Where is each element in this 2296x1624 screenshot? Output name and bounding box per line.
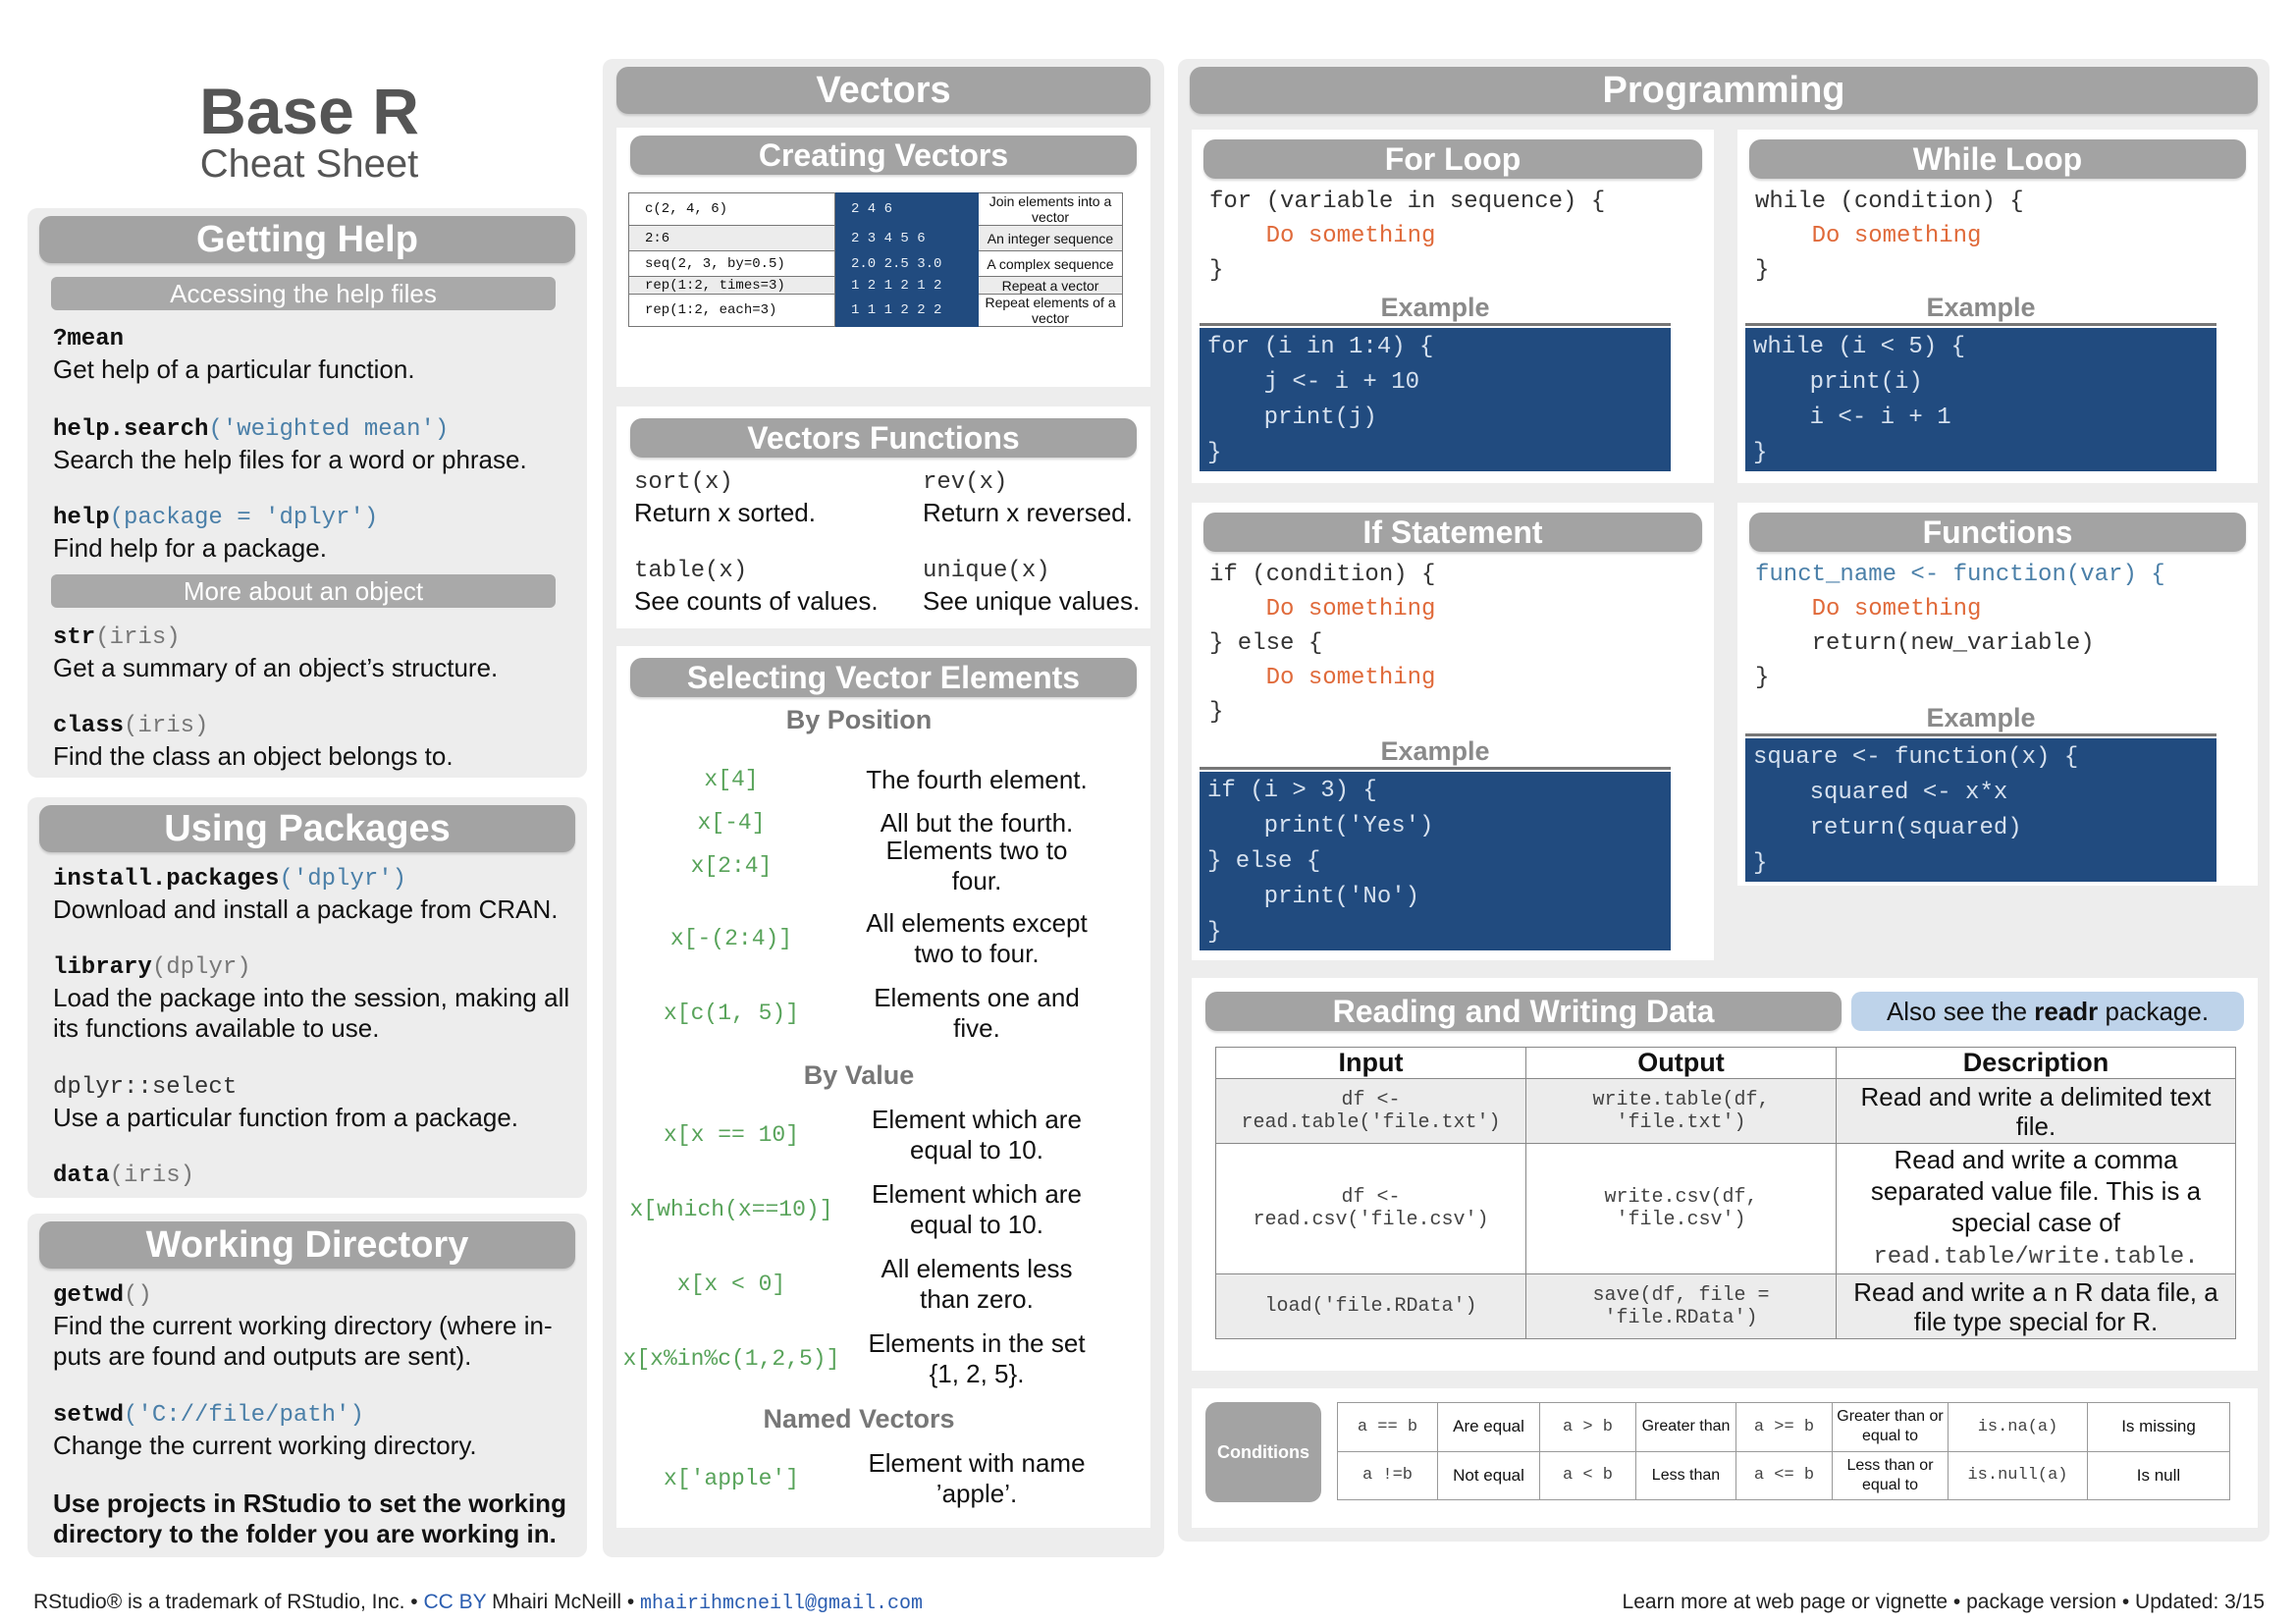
while-loop-example-code: while (i < 5) { print(i) i <- i + 1 } [1745, 328, 2216, 471]
selection-code: x[4] [704, 767, 759, 792]
selection-row [618, 1447, 1148, 1510]
table-row: c(2, 4, 6) 2 4 6 Join elements into a vector [629, 193, 1123, 226]
by-value-label: By Value [803, 1060, 915, 1090]
selection-desc: Elements in the set {1, 2, 5}. [868, 1328, 1086, 1388]
table-row: 2:6 2 3 4 5 6 An integer sequence [629, 226, 1123, 251]
wd-entry-getwd: getwd() Find the current working directory (where in-puts are found and outputs are sent). [53, 1282, 553, 1371]
selection-row [618, 982, 1148, 1045]
vf-rev: rev(x) Return x reversed. [923, 469, 1133, 527]
functions-header: Functions [1749, 513, 2246, 552]
reading-writing-table [1215, 1047, 2236, 1339]
selection-row [618, 1178, 1148, 1241]
readr-note: Also see the readr package. [1851, 992, 2244, 1031]
footer-email-link[interactable]: mhairihmcneill@gmail.com [640, 1593, 924, 1615]
table-row: df <-read.csv('file.csv') write.csv(df, 'file.csv') Read and write a comma separated value file. This is a special case of read.table/write.table. [1216, 1144, 2236, 1274]
table-row: rep(1:2, times=3) 1 2 1 2 1 2 Repeat a vector [629, 277, 1123, 295]
working-directory-header: Working Directory [39, 1221, 575, 1269]
selection-code: x[2:4] [690, 853, 773, 879]
table-header-row: Input Output Description [1216, 1048, 2236, 1079]
if-statement-syntax: if (condition) { Do something } else { Do something } [1209, 562, 1436, 726]
footer-left: RStudio® is a trademark of RStudio, Inc. • CC BY Mhairi McNeill • mhairihmcneill@gmail.com [33, 1591, 924, 1615]
for-loop-example-label: Example [1200, 293, 1671, 326]
selection-row [618, 835, 1148, 897]
selection-code: x[x < 0] [676, 1272, 786, 1297]
pkg-entry-namespace: dplyr::select Use a particular function from a package. [53, 1074, 519, 1132]
table-row: rep(1:2, each=3) 1 1 1 2 2 2 Repeat elements of a vector [629, 295, 1123, 327]
help-entry-package: help(package = 'dplyr') Find help for a package. [53, 505, 379, 563]
table-row: df <-read.table('file.txt') write.table(df, 'file.txt') Read and write a delimited text file. [1216, 1079, 2236, 1144]
functions-example-code: square <- function(x) { squared <- x*x return(squared) } [1745, 738, 2216, 882]
selection-row [618, 907, 1148, 970]
pkg-entry-library: library(dplyr) Load the package into the session, making all its functions available to use. [53, 954, 570, 1043]
selection-row [618, 1104, 1148, 1166]
for-loop-header: For Loop [1203, 139, 1702, 179]
if-statement-example-code: if (i > 3) { print('Yes') } else { print('No') } [1200, 772, 1671, 950]
using-packages-header: Using Packages [39, 805, 575, 852]
page-title: Base R [199, 75, 419, 147]
selection-code: x[-4] [697, 810, 766, 836]
selection-row [618, 1327, 1148, 1390]
pkg-entry-install: install.packages('dplyr') Download and install a package from CRAN. [53, 866, 559, 924]
help-entry-class: class(iris) Find the class an object belongs to. [53, 713, 454, 771]
selection-desc: Elements two to four. [885, 836, 1068, 895]
creating-vectors-table [628, 192, 1123, 327]
while-loop-header: While Loop [1749, 139, 2246, 179]
if-statement-example-label: Example [1200, 736, 1671, 770]
accessing-help-subheader: Accessing the help files [51, 277, 556, 310]
selection-desc: The fourth element. [866, 764, 1088, 794]
title-block [29, 75, 589, 186]
selection-desc: Element which are equal to 10. [872, 1105, 1082, 1164]
for-loop-example-code: for (i in 1:4) { j <- i + 10 print(j) } [1200, 328, 1671, 471]
selection-code: x[x%in%c(1,2,5)] [622, 1346, 840, 1372]
by-position-label: By Position [785, 705, 933, 734]
vectors-functions-header: Vectors Functions [630, 418, 1137, 458]
selection-code: x[c(1, 5)] [663, 1001, 800, 1026]
selection-desc: Element which are equal to 10. [872, 1179, 1082, 1239]
selecting-elements-header: Selecting Vector Elements [630, 658, 1137, 697]
selection-row [618, 1253, 1148, 1316]
table-row: a !=b Not equal a < b Less than a <= b Less than or equal to is.null(a) Is null [1338, 1451, 2230, 1500]
page-subtitle: Cheat Sheet [199, 142, 419, 186]
for-loop-syntax: for (variable in sequence) { Do something } [1209, 189, 1606, 284]
conditions-label: Conditions [1205, 1402, 1321, 1502]
vectors-header: Vectors [616, 67, 1150, 114]
table-row: seq(2, 3, by=0.5) 2.0 2.5 3.0 A complex sequence [629, 251, 1123, 277]
selection-desc: All elements less than zero. [881, 1254, 1073, 1314]
selection-desc: Element with name ’apple’. [868, 1448, 1086, 1508]
vf-table: table(x) See counts of values. [634, 558, 879, 616]
selection-desc: All but the fourth. [880, 807, 1074, 838]
footer-right: Learn more at web page or vignette • package version • Updated: 3/15 [1622, 1591, 2265, 1613]
named-vectors-label: Named Vectors [763, 1404, 955, 1434]
more-object-subheader: More about an object [51, 574, 556, 608]
while-loop-syntax: while (condition) { Do something } [1755, 189, 2024, 284]
wd-entry-setwd: setwd('C://file/path') Change the current working directory. [53, 1402, 477, 1460]
pkg-entry-data: data(iris) [53, 1163, 195, 1189]
selection-code: x['apple'] [663, 1466, 800, 1491]
help-entry-mean: ?mean Get help of a particular function. [53, 326, 415, 384]
functions-example-label: Example [1745, 703, 2216, 736]
wd-tip: Use projects in RStudio to set the working directory to the folder you are working in. [53, 1489, 566, 1548]
vf-unique: unique(x) See unique values. [923, 558, 1141, 616]
functions-syntax: funct_name <- function(var) { Do something return(new_variable) } [1755, 562, 2165, 691]
table-row: a == b Are equal a > b Greater than a >= b Greater than or equal to is.na(a) Is missing [1338, 1403, 2230, 1452]
help-entry-search: help.search('weighted mean') Search the help files for a word or phrase. [53, 416, 527, 474]
while-loop-example-label: Example [1745, 293, 2216, 326]
selection-code: x[which(x==10)] [629, 1197, 833, 1222]
conditions-table [1337, 1402, 2230, 1500]
getting-help-header: Getting Help [39, 216, 575, 263]
table-row: load('file.RData') save(df, file = 'file.RData') Read and write a n R data file, a file type special for R. [1216, 1274, 2236, 1339]
selection-desc: All elements except two to four. [866, 908, 1088, 968]
if-statement-header: If Statement [1203, 513, 1702, 552]
reading-writing-header: Reading and Writing Data [1205, 992, 1842, 1031]
creating-vectors-header: Creating Vectors [630, 135, 1137, 175]
selection-desc: Elements one and five. [874, 983, 1080, 1043]
vf-sort: sort(x) Return x sorted. [634, 469, 816, 527]
selection-code: x[-(2:4)] [669, 926, 793, 951]
programming-header: Programming [1190, 67, 2258, 114]
help-entry-str: str(iris) Get a summary of an object’s structure. [53, 624, 499, 682]
selection-code: x[x == 10] [663, 1122, 800, 1148]
